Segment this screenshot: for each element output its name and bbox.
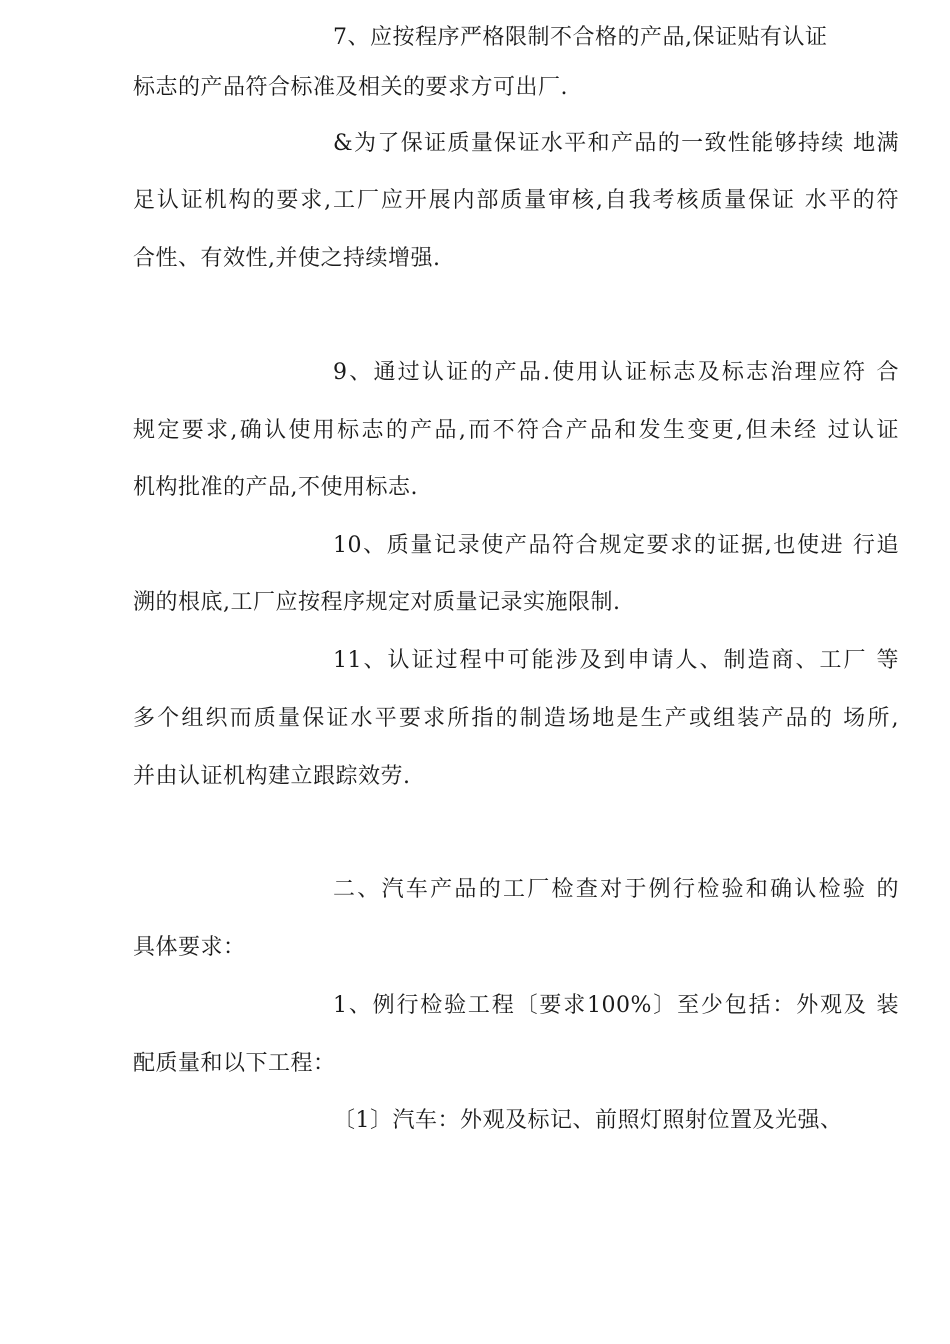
paragraph-11-line-1: 11、认证过程中可能涉及到申请人、制造商、工厂 等 xyxy=(333,648,899,673)
paragraph-8-line-2: 足认证机构的要求,工厂应开展内部质量审核,自我考核质量保证 水平的符 xyxy=(133,188,899,213)
item-1-sub-1-line-1: 〔1〕汽车：外观及标记、前照灯照射位置及光强、 xyxy=(333,1108,843,1133)
paragraph-7-line-2: 标志的产品符合标准及相关的要求方可出厂. xyxy=(133,75,568,100)
section-2-heading-line-2: 具体要求： xyxy=(133,935,246,960)
paragraph-9-line-1: 9、通过认证的产品.使用认证标志及标志治理应符 合 xyxy=(333,360,899,385)
paragraph-10-line-1: 10、质量记录使产品符合规定要求的证据,也使进 行追 xyxy=(333,533,899,558)
item-1-line-1: 1、例行检验工程〔要求100%〕至少包括：外观及 装 xyxy=(333,993,899,1018)
paragraph-9-line-2: 规定要求,确认使用标志的产品,而不符合产品和发生变更,但未经 过认证 xyxy=(133,418,899,443)
paragraph-11-line-3: 并由认证机构建立跟踪效劳. xyxy=(133,764,411,789)
paragraph-10-line-2: 溯的根底,工厂应按程序规定对质量记录实施限制. xyxy=(133,590,621,615)
item-1-line-2: 配质量和以下工程： xyxy=(133,1051,336,1076)
section-2-heading-line-1: 二、汽车产品的工厂检查对于例行检验和确认检验 的 xyxy=(333,877,899,902)
paragraph-8-line-1: &为了保证质量保证水平和产品的一致性能够持续 地满 xyxy=(333,131,899,156)
paragraph-7-line-1: 7、应按程序严格限制不合格的产品,保证贴有认证 xyxy=(333,25,828,50)
paragraph-8-line-3: 合性、有效性,并使之持续增强. xyxy=(133,246,441,271)
paragraph-9-line-3: 机构批准的产品,不使用标志. xyxy=(133,475,418,500)
paragraph-11-line-2: 多个组织而质量保证水平要求所指的制造场地是生产或组装产品的 场所, xyxy=(133,706,899,731)
